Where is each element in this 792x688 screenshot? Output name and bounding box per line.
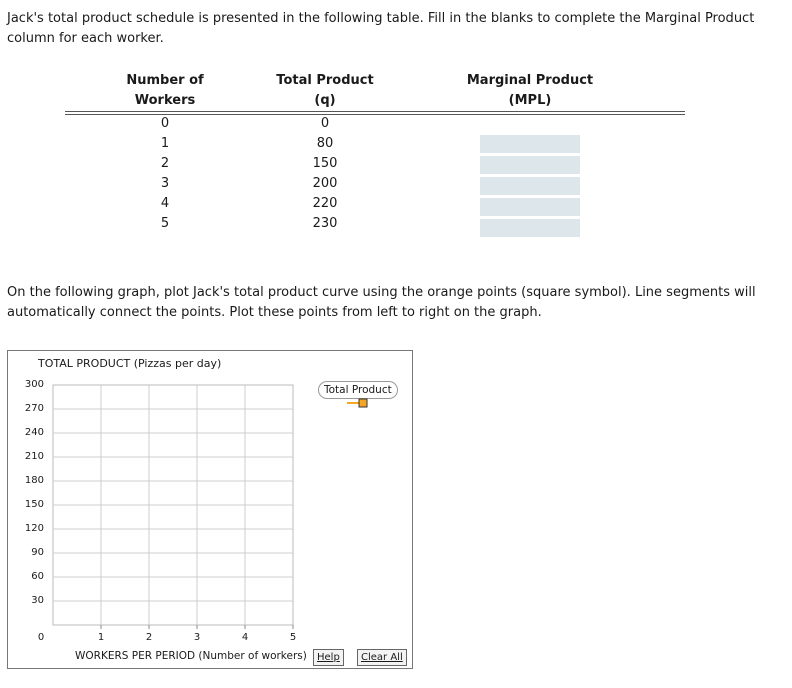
y-tick-label: 60 bbox=[31, 571, 44, 582]
header-mpl-line2: (MPL) bbox=[508, 93, 552, 108]
total-product-cell: 200 bbox=[312, 176, 338, 191]
y-tick-label: 180 bbox=[24, 475, 44, 486]
total-product-cell: 80 bbox=[316, 136, 334, 151]
x-tick-label: 1 bbox=[97, 632, 105, 643]
header-tp-line2: (q) bbox=[314, 93, 336, 108]
y-tick-label: 240 bbox=[24, 427, 44, 438]
legend-total-product: Total Product bbox=[318, 381, 398, 399]
x-tick-label: 2 bbox=[145, 632, 153, 643]
x-tick-label: 4 bbox=[241, 632, 249, 643]
instructions-intro: Jack's total product schedule is presented in the following table. Fill in the blanks to complete the Marginal Product column for each worker. bbox=[7, 11, 755, 46]
workers-cell: 1 bbox=[160, 136, 170, 151]
header-tp-line1: Total Product bbox=[276, 73, 374, 88]
workers-cell: 0 bbox=[160, 116, 170, 131]
header-mpl-line1: Marginal Product bbox=[466, 73, 594, 88]
y-tick-label: 270 bbox=[24, 403, 44, 414]
y-tick-label: 120 bbox=[24, 523, 44, 534]
total-product-cell: 0 bbox=[320, 116, 330, 131]
orange-square-tool-icon[interactable] bbox=[359, 399, 367, 407]
clear-all-button[interactable]: Clear All bbox=[357, 649, 407, 666]
graph-instructions: On the following graph, plot Jack's total product curve using the orange points (square symbol). Line segments will automatically connect the points. Plot these points from left to right on the graph. bbox=[7, 285, 756, 320]
x-tick-label: 0 bbox=[37, 632, 45, 643]
x-axis-title: WORKERS PER PERIOD (Number of workers) bbox=[75, 650, 307, 662]
y-tick-label: 90 bbox=[31, 547, 44, 558]
header-workers-line1: Number of bbox=[126, 73, 204, 88]
y-tick-label: 30 bbox=[31, 595, 44, 606]
workers-cell: 3 bbox=[160, 176, 170, 191]
y-axis-title: TOTAL PRODUCT (Pizzas per day) bbox=[38, 357, 222, 370]
total-product-cell: 220 bbox=[312, 196, 338, 211]
workers-cell: 2 bbox=[160, 156, 170, 171]
total-product-cell: 230 bbox=[312, 216, 338, 231]
y-tick-label: 300 bbox=[24, 379, 44, 390]
header-workers-line2: Workers bbox=[134, 93, 196, 108]
x-tick-label: 5 bbox=[289, 632, 297, 643]
total-product-cell: 150 bbox=[312, 156, 338, 171]
y-tick-label: 210 bbox=[24, 451, 44, 462]
x-tick-label: 3 bbox=[193, 632, 201, 643]
workers-cell: 4 bbox=[160, 196, 170, 211]
y-tick-label: 150 bbox=[24, 499, 44, 510]
help-button[interactable]: Help bbox=[313, 649, 344, 666]
workers-cell: 5 bbox=[160, 216, 170, 231]
